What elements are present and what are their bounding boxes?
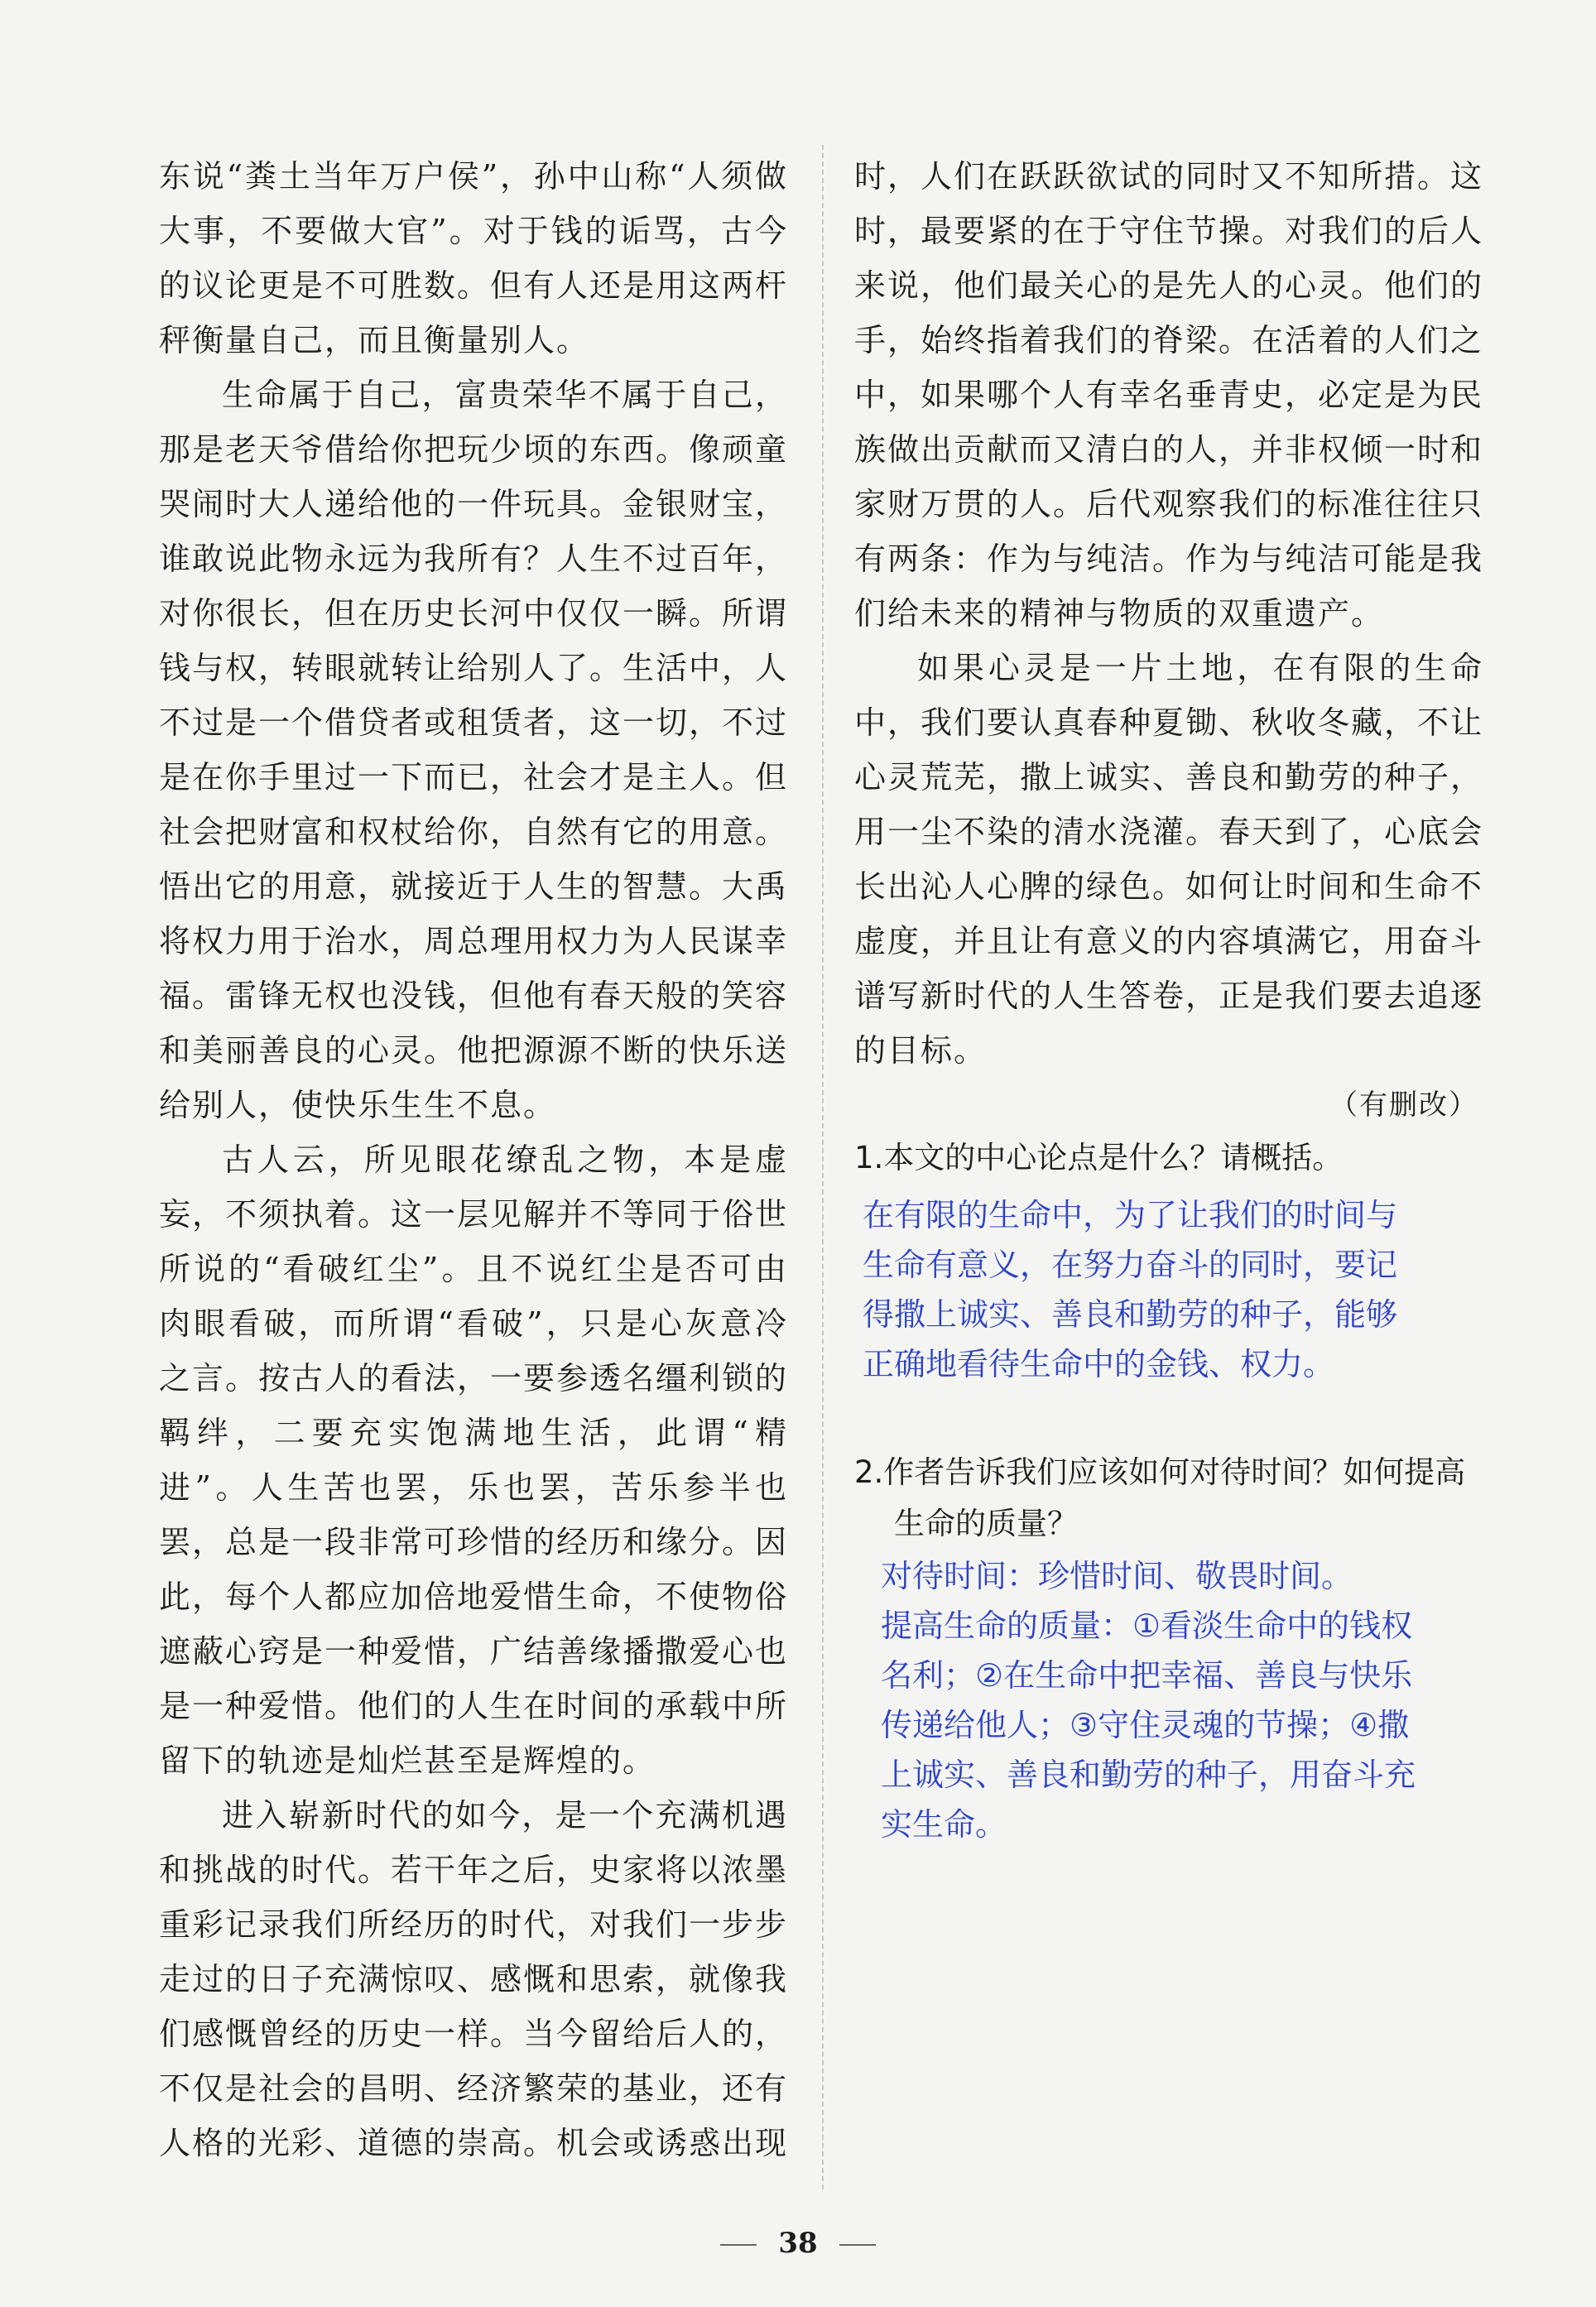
passage-paragraph: 古人云，所见眼花缭乱之物，本是虚妄，不须执着。这一层见解并不等同于俗世所说的“看破红尘”。且不说红尘是否可由肉眼看破，而所谓“看破”，只是心灰意冷之言。按古人的看法，一要参透名缰利锁的羁绊，二要充实饱满地生活，此谓“精进”。人生苦也罢，乐也罢，苦乐参半也罢，总是一段非常可珍惜的经历和缘分。因此，每个人都应加倍地爱惜生命，不使物俗遮蔽心窍是一种爱惜，广结善缘播撒爱心也是一种爱惜。他们的人生在时间的承载中所留下的轨迹是灿烂甚至是辉煌的。	[159, 1141, 789, 1779]
question-text: 2.作者告诉我们应该如何对待时间？如何提高生命的质量？	[854, 1454, 1466, 1541]
passage-paragraph: 东说“粪土当年万户侯”，孙中山称“人须做大事，不要做大官”。对于钱的诟骂，古今的议论更是不可胜数。但有人还是用这两杆秤衡量自己，而且衡量别人。	[159, 158, 789, 358]
left-column	[159, 149, 788, 2170]
answer-line: 正确地看待生命中的金钱、权力。	[863, 1346, 1335, 1382]
answer-line: 名利；②在生命中把幸福、善良与快乐	[881, 1657, 1413, 1694]
passage-paragraph: 进入崭新时代的如今，是一个充满机遇和挑战的时代。若干年之后，史家将以浓墨重彩记录我们所经历的时代，对我们一步步走过的日子充满惊叹、感慨和思索，就像我们感慨曾经的历史一样。当今留给后人的，不仅是社会的昌明、经济繁荣的基业，还有人格的光彩、道德的崇高。机会或诱惑出现	[159, 1797, 789, 2161]
passage-paragraph: 时，人们在跃跃欲试的同时又不知所措。这时，最要紧的在于守住节操。对我们的后人来说，他们最关心的是先人的心灵。他们的手，始终指着我们的脊梁。在活着的人们之中，如果哪个人有幸名垂青史，必定是为民族做出贡献而又清白的人，并非权倾一时和家财万贯的人。后代观察我们的标准往往只有两条：作为与纯洁。作为与纯洁可能是我们给未来的精神与物质的双重遗产。	[854, 158, 1484, 632]
page-number	[0, 2227, 1596, 2260]
handwritten-answer	[854, 1190, 1483, 1389]
answer-line: 实生命。	[881, 1806, 1007, 1843]
answer-line: 上诚实、善良和勤劳的种子，用奋斗充	[881, 1757, 1416, 1793]
handwritten-answer	[854, 1551, 1483, 1849]
right-column	[854, 149, 1483, 1849]
question-block-2	[854, 1447, 1483, 1849]
left-dash	[720, 2244, 757, 2246]
answer-line: 得撒上诚实、善良和勤劳的种子，能够	[863, 1296, 1398, 1333]
answer-line: 在有限的生命中，为了让我们的时间与	[863, 1197, 1398, 1233]
question-text: 1.本文的中心论点是什么？请概括。	[854, 1140, 1344, 1175]
page-number-text: 38	[778, 2227, 818, 2260]
answer-line: 提高生命的质量：①看淡生命中的钱权	[881, 1608, 1413, 1644]
answer-line: 对待时间：珍惜时间、敬畏时间。	[881, 1558, 1353, 1594]
passage-paragraph: 生命属于自己，富贵荣华不属于自己，那是老天爷借给你把玩少顷的东西。像顽童哭闹时大人递给他的一件玩具。金银财宝，谁敢说此物永远为我所有？人生不过百年，对你很长，但在历史长河中仅仅一瞬。所谓钱与权，转眼就转让给别人了。生活中，人不过是一个借贷者或租赁者，这一切，不过是在你手里过一下而已，社会才是主人。但社会把财富和权杖给你，自然有它的用意。悟出它的用意，就接近于人生的智慧。大禹将权力用于治水，周总理用权力为人民谋幸福。雷锋无权也没钱，但他有春天般的笑容和美丽善良的心灵。他把源源不断的快乐送给别人，使快乐生生不息。	[159, 377, 789, 1123]
column-divider	[822, 145, 824, 2189]
right-dash	[839, 2244, 876, 2246]
question-block-1	[854, 1132, 1483, 1389]
answer-line: 生命有意义，在努力奋斗的同时，要记	[863, 1247, 1398, 1283]
source-note: （有删改）	[1329, 1089, 1478, 1122]
passage-paragraph: 如果心灵是一片土地，在有限的生命中，我们要认真春种夏锄、秋收冬藏，不让心灵荒芜，撒上诚实、善良和勤劳的种子，用一尘不染的清水浇灌。春天到了，心底会长出沁人心脾的绿色。如何让时间和生命不虚度，并且让有意义的内容填满它，用奋斗谱写新时代的人生答卷，正是我们要去追逐的目标。	[854, 650, 1484, 1069]
answer-line: 传递给他人；③守住灵魂的节操；④撒	[881, 1707, 1410, 1743]
